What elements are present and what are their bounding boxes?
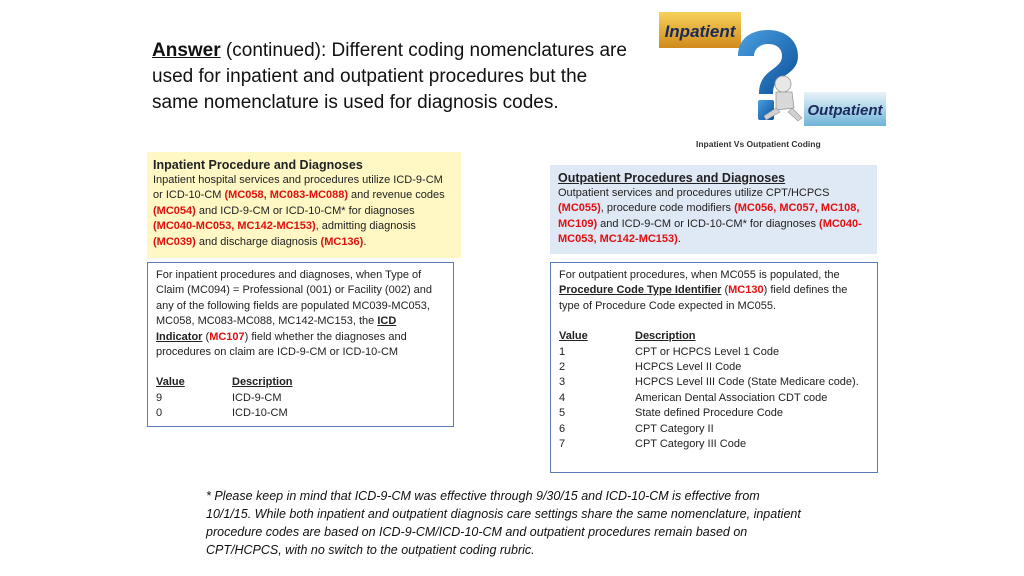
question-mark-figure-icon	[652, 8, 892, 143]
inpatient-vs-outpatient-illustration	[652, 8, 892, 153]
row-value: 9	[156, 391, 163, 404]
row-description: HCPCS Level II Code	[635, 361, 742, 374]
row-description: HCPCS Level III Code (State Medicare code).	[635, 376, 859, 389]
summary-text: Outpatient services and procedures utilize CPT/HCPCS	[558, 187, 830, 199]
table-row	[559, 406, 859, 421]
table-header-row	[559, 329, 859, 344]
table-row	[156, 391, 293, 406]
table-row	[559, 422, 859, 437]
row-value: 3	[559, 376, 566, 389]
icd-indicator-field: ICD Indicator	[156, 315, 397, 343]
slide-heading	[152, 38, 632, 116]
description-header: Description	[635, 330, 696, 343]
outpatient-summary-title: Outpatient Procedures and Diagnoses	[558, 171, 786, 185]
outpatient-detail-text	[559, 268, 869, 314]
detail-text: (	[721, 284, 729, 297]
detail-text: ) field whether the diagnoses and procedures on claim are ICD-9-CM or ICD-10-CM	[156, 330, 407, 359]
summary-text: and ICD-9-CM or ICD-10-CM* for diagnoses	[597, 217, 820, 230]
field-code: (MC056, MC057, MC108, MC109)	[558, 202, 860, 230]
inpatient-sign-label: Inpatient	[664, 22, 736, 41]
field-code: (MC136)	[320, 235, 364, 248]
inpatient-detail-box	[147, 262, 454, 427]
row-description: American Dental Association CDT code	[635, 391, 828, 404]
summary-text: .	[677, 233, 681, 246]
row-value: 0	[156, 407, 163, 420]
inpatient-summary-title: Inpatient Procedure and Diagnoses	[153, 158, 363, 172]
summary-text: and discharge diagnosis	[195, 235, 321, 248]
row-description: CPT Category II	[635, 422, 714, 435]
detail-text: (	[202, 330, 210, 343]
row-description: CPT or HCPCS Level 1 Code	[635, 345, 780, 358]
figure-body	[776, 92, 794, 110]
detail-text: ) field defines the type of Procedure Code expected in MC055.	[559, 284, 848, 312]
table-header-row	[156, 375, 293, 390]
field-code: (MC054)	[153, 204, 196, 217]
table-row	[559, 360, 859, 375]
procedure-code-type-table	[559, 329, 859, 452]
illustration-caption: Inpatient Vs Outpatient Coding	[696, 139, 821, 149]
figure-leg	[788, 108, 802, 121]
footnote: * Please keep in mind that ICD-9-CM was effective through 9/30/15 and ICD-10-CM is effective from 10/1/15. While both inpatient and outpatient diagnosis care settings share the same nomenclature, inpatient procedure codes are based on ICD-9-CM/ICD-10-CM and outpatient procedures remain based on CPT/HCPCS, with no switch to the outpatient coding rubric.	[206, 489, 801, 557]
field-code: (MC039)	[153, 235, 196, 248]
field-code: (MC040-MC053, MC142-MC153)	[558, 217, 862, 246]
summary-text: , procedure code modifiers	[600, 202, 735, 215]
summary-text: .	[363, 235, 367, 248]
field-code: (MC055)	[558, 202, 601, 215]
inpatient-detail-text	[156, 268, 445, 360]
field-code: MC130	[728, 284, 764, 297]
description-header: Description	[232, 376, 293, 389]
value-header: Value	[559, 330, 588, 343]
table-row	[559, 375, 859, 390]
icd-indicator-table	[156, 375, 293, 421]
field-code: (MC040-MC053, MC142-MC153)	[153, 220, 316, 233]
row-value: 1	[559, 345, 566, 358]
summary-text: and revenue codes	[348, 189, 445, 202]
outpatient-sign-label: Outpatient	[807, 102, 883, 119]
outpatient-detail-box	[550, 262, 878, 473]
detail-text: For outpatient procedures, when MC055 is populated, the	[559, 269, 840, 281]
figure-head	[775, 76, 791, 92]
row-value: 7	[559, 438, 566, 451]
row-description: ICD-9-CM	[232, 391, 282, 404]
inpatient-summary-text	[153, 173, 455, 250]
table-row	[559, 437, 859, 452]
table-row	[156, 406, 293, 421]
table-row	[559, 391, 859, 406]
inpatient-summary-box	[147, 152, 461, 258]
procedure-code-type-field: Procedure Code Type Identifier	[559, 284, 722, 297]
answer-label: Answer	[152, 40, 221, 61]
row-value: 6	[559, 422, 566, 435]
outpatient-summary-box	[550, 165, 877, 254]
detail-text: For inpatient procedures and diagnoses, when Type of Claim (MC094) = Professional (001) or Facility (002) and any of the following fields are populated MC039-MC053, MC058, MC083-MC088, MC142-MC153, the	[156, 269, 433, 328]
row-description: State defined Procedure Code	[635, 407, 783, 420]
row-value: 2	[559, 361, 566, 374]
outpatient-summary-text	[558, 186, 869, 248]
row-value: 4	[559, 391, 566, 404]
field-code: MC107	[209, 330, 245, 343]
row-description: ICD-10-CM	[232, 407, 288, 420]
summary-text: Inpatient hospital services and procedures utilize ICD-9-CM or ICD-10-CM	[153, 174, 443, 202]
row-description: CPT Category III Code	[635, 438, 747, 451]
summary-text: , admitting diagnosis	[315, 220, 416, 233]
row-value: 5	[559, 407, 566, 420]
summary-text: and ICD-9-CM or ICD-10-CM* for diagnoses	[195, 204, 415, 217]
value-header: Value	[156, 376, 185, 389]
field-code: (MC058, MC083-MC088)	[224, 189, 348, 202]
table-row	[559, 345, 859, 360]
heading-text: (continued): Different coding nomenclatures are used for inpatient and outpatient procedures but the same nomenclature is used for diagnosis codes.	[152, 40, 627, 113]
